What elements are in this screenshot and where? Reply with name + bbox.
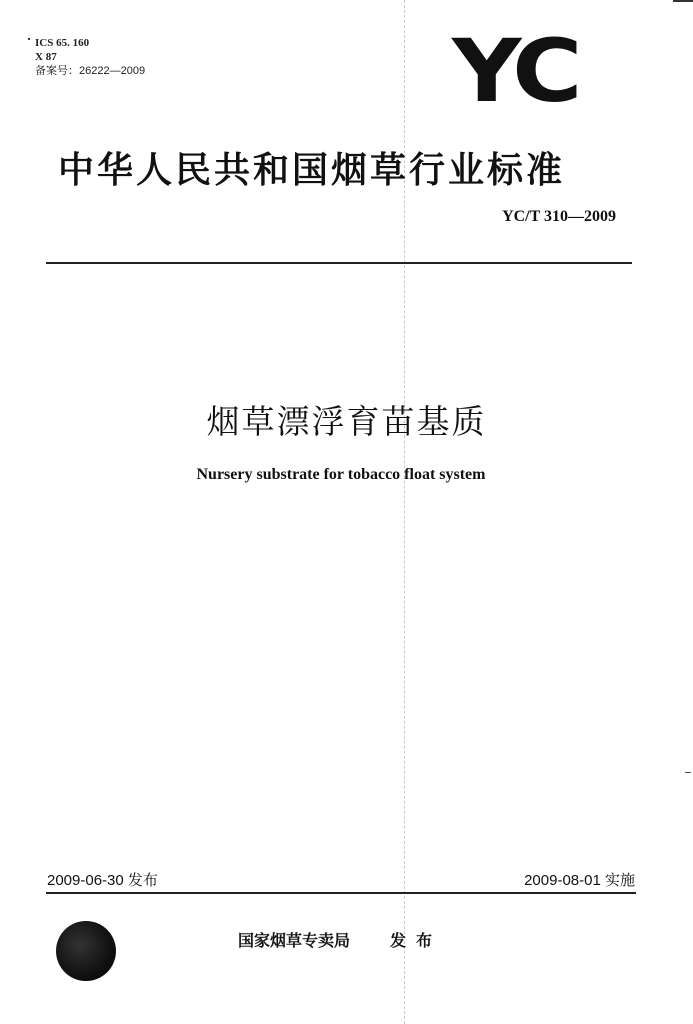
scan-dot [28,38,30,40]
standard-number: YC/T 310—2009 [502,208,616,225]
standard-category-title: 中华人民共和国烟草行业标准 [58,150,566,191]
scan-tick-mark [685,772,691,773]
filing-number: 备案号：26222—2009 [35,65,146,77]
classification-code: X 87 [35,51,57,63]
top-divider [46,262,632,264]
classification-block [35,36,145,78]
implementation-date: 2009-08-01 实施 [524,872,635,889]
ics-code: ICS 65. 160 [35,37,90,49]
document-title-english: Nursery substrate for tobacco float system [196,466,486,483]
bottom-divider [46,892,636,894]
issuer-name: 国家烟草专卖局 [238,931,351,950]
issue-date: 2009-06-30 发布 [47,872,158,889]
document-title-chinese: 烟草漂浮育苗基质 [206,402,487,441]
yc-logo: YC [452,21,577,122]
issuer-line [238,928,442,951]
binding-hole-mark [56,921,116,981]
scan-edge-mark [673,0,693,2]
issuer-action: 发布 [390,931,443,950]
